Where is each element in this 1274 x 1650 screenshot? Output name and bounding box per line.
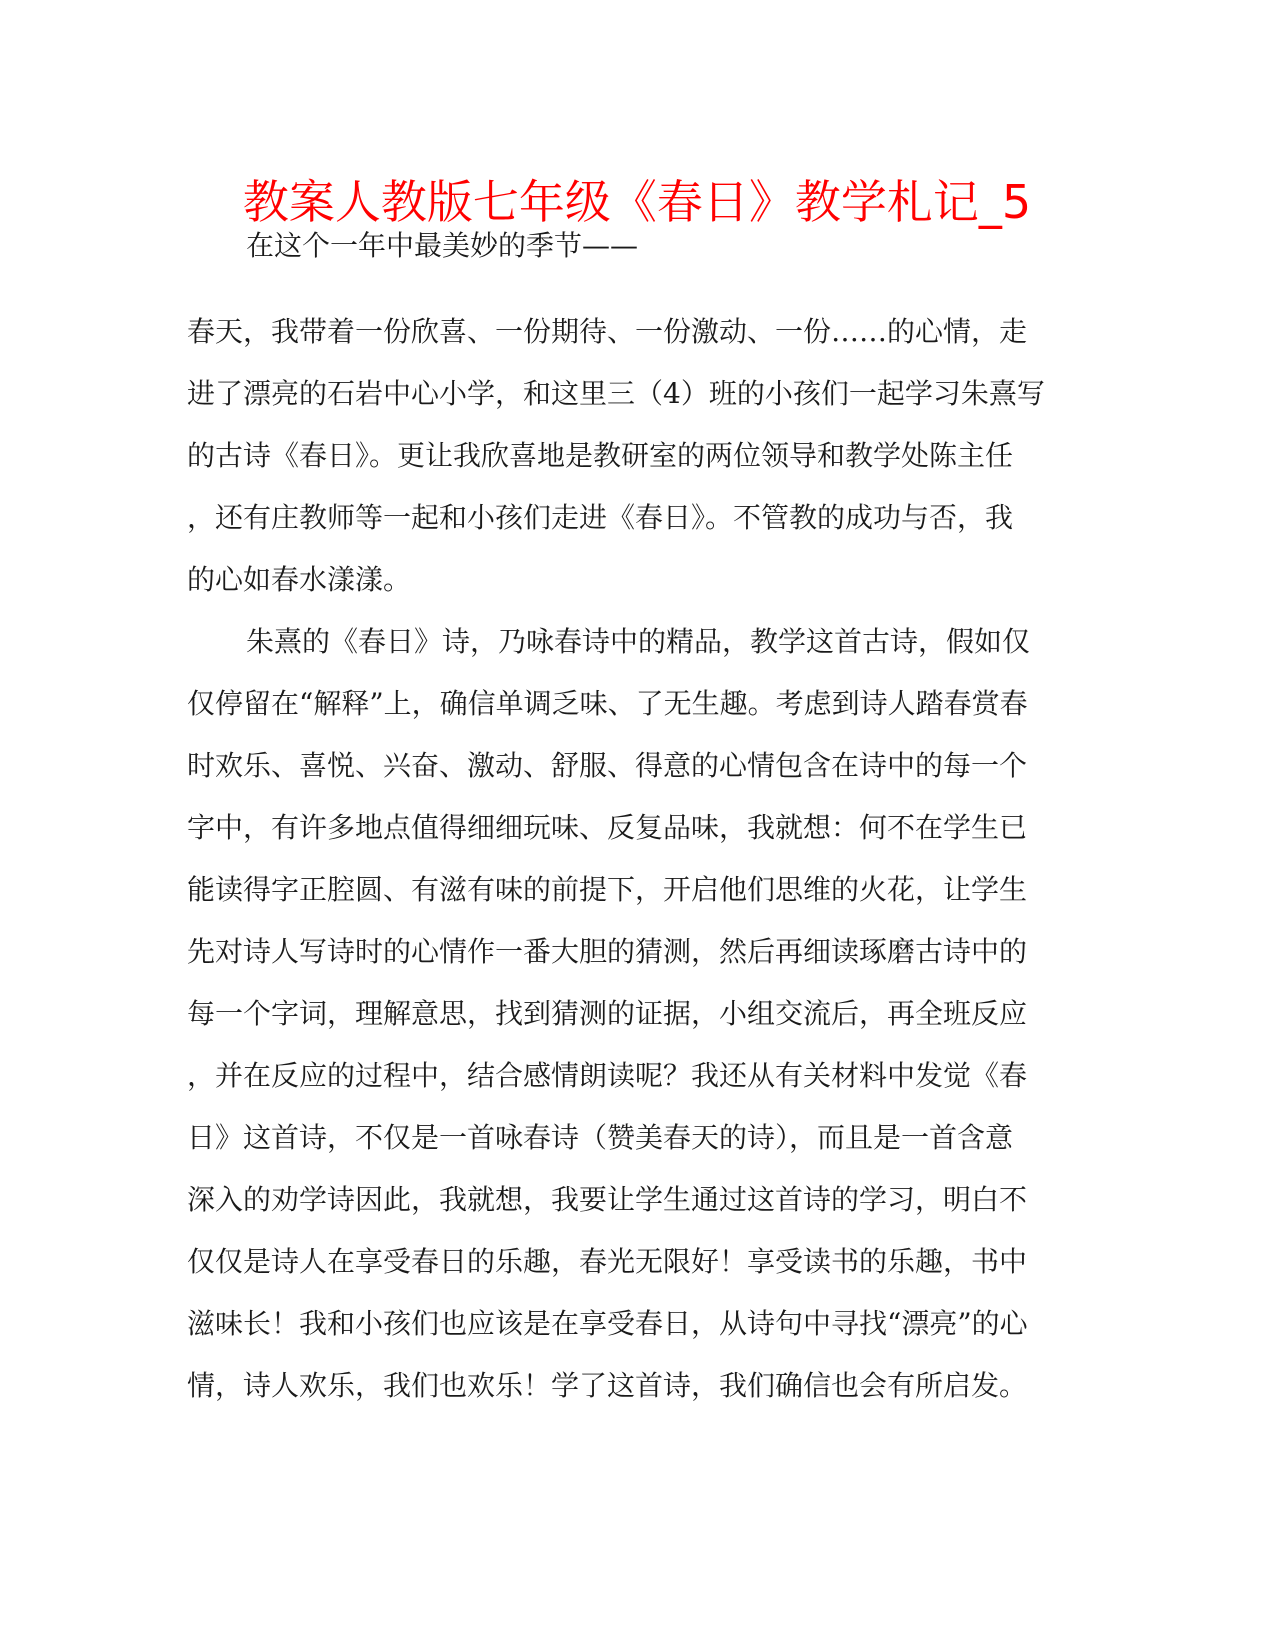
text-line: 先对诗人写诗时的心情作一番大胆的猜测，然后再细读琢磨古诗中的 xyxy=(187,935,1028,968)
text-line: 的古诗《春日》。更让我欣喜地是教研室的两位领导和教学处陈主任 xyxy=(187,439,1014,472)
text-line: 时欢乐、喜悦、兴奋、激动、舒服、得意的心情包含在诗中的每一个 xyxy=(187,749,1028,782)
text-line: 滋味长！我和小孩们也应该是在享受春日，从诗句中寻找“漂亮”的心 xyxy=(187,1307,1028,1340)
text-line: 的心如春水漾漾。 xyxy=(187,563,412,596)
text-line: 仅停留在“解释”上，确信单调乏味、了无生趣。考虑到诗人踏春赏春 xyxy=(187,687,1028,720)
text-line: 情，诗人欢乐，我们也欢乐！学了这首诗，我们确信也会有所启发。 xyxy=(187,1369,1028,1402)
text-line: ，还有庄教师等一起和小孩们走进《春日》。不管教的成功与否，我 xyxy=(187,501,1014,534)
text-line: 日》这首诗，不仅是一首咏春诗（赞美春天的诗），而且是一首含意 xyxy=(187,1121,1014,1154)
text-line: 仅仅是诗人在享受春日的乐趣，春光无限好！享受读书的乐趣，书中 xyxy=(187,1245,1028,1278)
text-line: 进了漂亮的石岩中心小学，和这里三（4）班的小孩们一起学习朱熹写 xyxy=(187,377,1045,410)
text-line: 字中，有许多地点值得细细玩味、反复品味，我就想：何不在学生已 xyxy=(187,811,1028,844)
document-title: 教案人教版七年级《春日》教学札记_5 xyxy=(242,175,1032,229)
text-line: 朱熹的《春日》诗，乃咏春诗中的精品，教学这首古诗，假如仅 xyxy=(246,625,1031,658)
text-line: 每一个字词，理解意思，找到猜测的证据，小组交流后，再全班反应 xyxy=(187,997,1028,1030)
text-line: 深入的劝学诗因此，我就想，我要让学生通过这首诗的学习，明白不 xyxy=(187,1183,1028,1216)
text-line: ，并在反应的过程中，结合感情朗读呢？我还从有关材料中发觉《春 xyxy=(187,1059,1028,1092)
text-line: 春天，我带着一份欣喜、一份期待、一份激动、一份……的心情，走 xyxy=(187,315,1028,348)
text-line: 在这个一年中最美妙的季节—— xyxy=(246,229,639,262)
text-line: 能读得字正腔圆、有滋有味的前提下，开启他们思维的火花，让学生 xyxy=(187,873,1028,906)
